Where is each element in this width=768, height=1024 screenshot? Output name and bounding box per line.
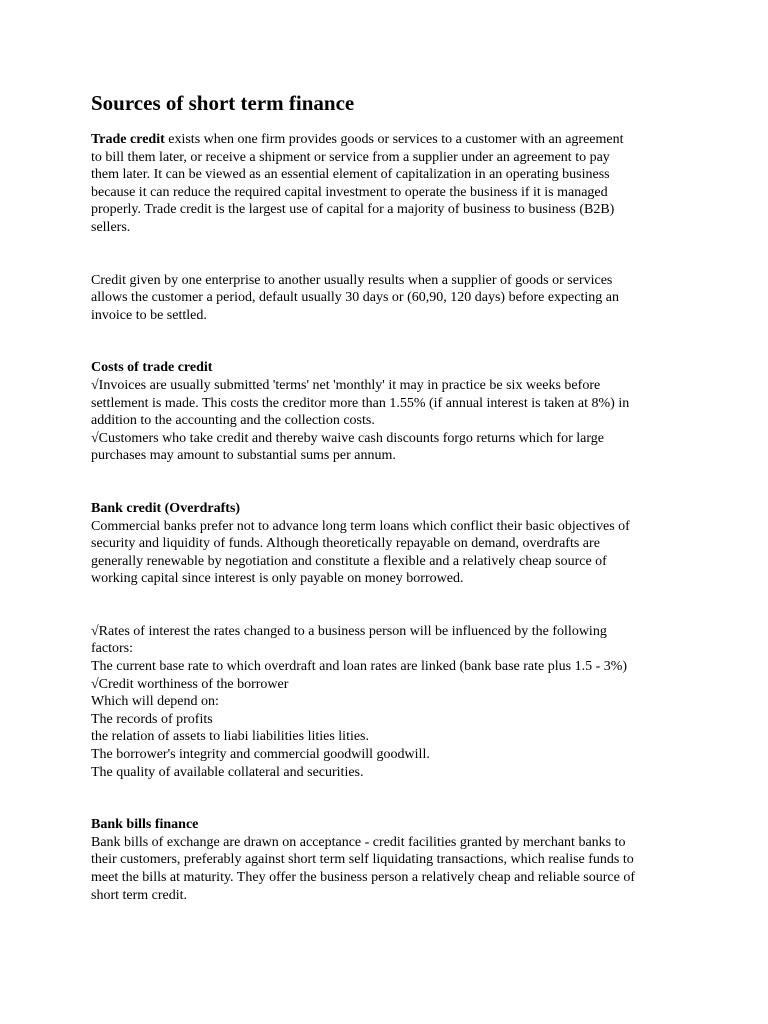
page-title: Sources of short term finance xyxy=(91,91,355,115)
rates-section xyxy=(91,623,691,781)
paragraph-line: Which will depend on: xyxy=(91,694,219,710)
paragraph-line: short term credit. xyxy=(91,887,188,903)
paragraph-line: The current base rate to which overdraft and loan rates are linked (bank base rate plus 1.5 - 3%) xyxy=(91,659,628,675)
paragraph-line: working capital since interest is only payable on money borrowed. xyxy=(91,571,464,587)
spacer xyxy=(91,237,691,272)
section-heading-bank-credit: Bank credit (Overdrafts) xyxy=(91,500,241,516)
paragraph-line: purchases may amount to substantial sums per annum. xyxy=(91,448,396,464)
paragraph-line: Credit given by one enterprise to another usually results when a supplier of goods or services xyxy=(91,272,613,288)
spacer xyxy=(91,465,691,500)
paragraph-line: √Credit worthiness of the borrower xyxy=(91,676,289,692)
section-heading-bank-bills: Bank bills finance xyxy=(91,817,199,833)
paragraph-line: settlement is made. This costs the creditor more than 1.55% (if annual interest is taken at 8%) in xyxy=(91,395,630,411)
spacer xyxy=(91,588,691,623)
paragraph-line: √Customers who take credit and thereby waive cash discounts forgo returns which for large xyxy=(91,430,604,446)
paragraph-line: them later. It can be viewed as an essential element of capitalization in an operating business xyxy=(91,167,610,183)
paragraph-line: because it can reduce the required capital investment to operate the business if it is managed xyxy=(91,184,608,200)
paragraph-line: Bank bills of exchange are drawn on acceptance - credit facilities granted by merchant banks to xyxy=(91,834,626,850)
paragraph-line: their customers, preferably against short term self liquidating transactions, which realise funds to xyxy=(91,852,634,868)
paragraph-line: The borrower's integrity and commercial goodwill goodwill. xyxy=(91,747,430,763)
paragraph-line: The quality of available collateral and securities. xyxy=(91,764,364,780)
trade-credit-paragraph xyxy=(91,131,691,237)
bank-bills-section xyxy=(91,816,691,904)
paragraph-line: addition to the accounting and the collection costs. xyxy=(91,413,375,429)
paragraph-line: generally renewable by negotiation and constitute a flexible and a relatively cheap source of xyxy=(91,553,607,569)
paragraph-line: invoice to be settled. xyxy=(91,307,207,323)
paragraph-line: Commercial banks prefer not to advance long term loans which conflict their basic objectives of xyxy=(91,518,630,534)
section-heading-costs: Costs of trade credit xyxy=(91,360,213,376)
paragraph-line: allows the customer a period, default usually 30 days or (60,90, 120 days) before expecting an xyxy=(91,290,619,306)
credit-given-paragraph xyxy=(91,272,691,325)
paragraph-line: meet the bills at maturity. They offer the business person a relatively cheap and reliable source of xyxy=(91,870,635,885)
paragraph-line: the relation of assets to liabi liabilities lities lities. xyxy=(91,729,370,745)
document-page xyxy=(91,90,691,904)
spacer xyxy=(91,324,691,359)
paragraph-line: to bill them later, or receive a shipment or service from a supplier under an agreement to pay xyxy=(91,149,610,165)
trade-credit-lead: Trade credit xyxy=(91,132,165,147)
paragraph-line: √Rates of interest the rates changed to a business person will be influenced by the following xyxy=(91,623,607,639)
spacer xyxy=(91,781,691,816)
paragraph-line: sellers. xyxy=(91,219,131,235)
paragraph-line: The records of profits xyxy=(91,711,213,727)
costs-section xyxy=(91,359,691,465)
paragraph-line xyxy=(91,131,691,149)
paragraph-line-text: exists when one firm provides goods or services to a customer with an agreement xyxy=(164,132,624,147)
bank-credit-section xyxy=(91,500,691,588)
paragraph-line: factors: xyxy=(91,641,133,657)
paragraph-line: properly. Trade credit is the largest use of capital for a majority of business to business (B2B) xyxy=(91,202,615,218)
paragraph-line: security and liquidity of funds. Although theoretically repayable on demand, overdrafts are xyxy=(91,536,600,552)
paragraph-line: √Invoices are usually submitted 'terms' net 'monthly' it may in practice be six weeks before xyxy=(91,377,601,393)
